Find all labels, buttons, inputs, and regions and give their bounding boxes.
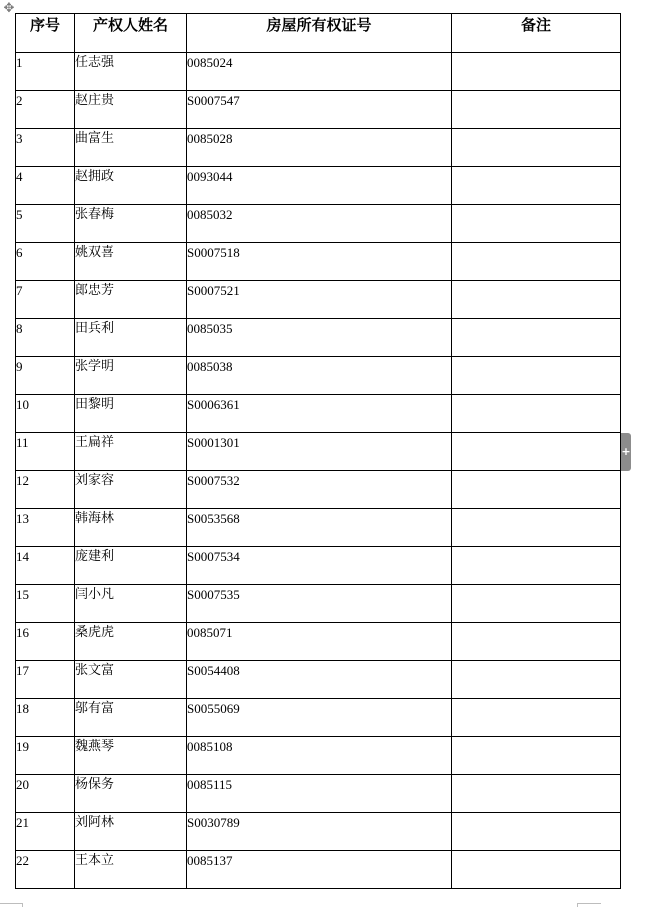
cell-cert[interactable]: 0085035	[187, 319, 452, 357]
cell-name[interactable]: 王扁祥	[75, 433, 187, 471]
cell-no[interactable]: 16	[16, 623, 75, 661]
cell-no[interactable]: 3	[16, 129, 75, 167]
cell-no[interactable]: 22	[16, 851, 75, 889]
cell-no[interactable]: 12	[16, 471, 75, 509]
cell-no[interactable]: 10	[16, 395, 75, 433]
header-name: 产权人姓名	[75, 14, 187, 53]
cell-no[interactable]: 2	[16, 91, 75, 129]
table-row	[16, 395, 621, 433]
cell-cert[interactable]: S0007518	[187, 243, 452, 281]
cell-cert[interactable]: 0085038	[187, 357, 452, 395]
cell-note[interactable]	[452, 813, 621, 851]
cell-note[interactable]	[452, 623, 621, 661]
cell-cert[interactable]: S0007534	[187, 547, 452, 585]
cell-name[interactable]: 任志强	[75, 53, 187, 91]
header-cert: 房屋所有权证号	[187, 14, 452, 53]
cell-cert[interactable]: S0007521	[187, 281, 452, 319]
cell-cert[interactable]: S0006361	[187, 395, 452, 433]
cell-name[interactable]: 魏燕琴	[75, 737, 187, 775]
table-row	[16, 281, 621, 319]
table-row	[16, 357, 621, 395]
cell-name[interactable]: 闫小凡	[75, 585, 187, 623]
cell-name[interactable]: 杨保务	[75, 775, 187, 813]
cell-name[interactable]: 郎忠芳	[75, 281, 187, 319]
cell-name[interactable]: 王本立	[75, 851, 187, 889]
cell-note[interactable]	[452, 281, 621, 319]
cell-cert[interactable]: S0030789	[187, 813, 452, 851]
cell-no[interactable]: 20	[16, 775, 75, 813]
cell-cert[interactable]: S0054408	[187, 661, 452, 699]
cell-no[interactable]: 17	[16, 661, 75, 699]
table-row	[16, 623, 621, 661]
table-row	[16, 661, 621, 699]
cell-cert[interactable]: 0085071	[187, 623, 452, 661]
cell-name[interactable]: 田兵利	[75, 319, 187, 357]
table-row	[16, 205, 621, 243]
cell-name[interactable]: 张学明	[75, 357, 187, 395]
header-note: 备注	[452, 14, 621, 53]
cell-cert[interactable]: S0053568	[187, 509, 452, 547]
cell-no[interactable]: 18	[16, 699, 75, 737]
cell-name[interactable]: 张文富	[75, 661, 187, 699]
cell-name[interactable]: 曲富生	[75, 129, 187, 167]
cell-note[interactable]	[452, 661, 621, 699]
cell-note[interactable]	[452, 129, 621, 167]
table-row	[16, 775, 621, 813]
cell-name[interactable]: 邬有富	[75, 699, 187, 737]
cell-note[interactable]	[452, 395, 621, 433]
cell-no[interactable]: 8	[16, 319, 75, 357]
cell-note[interactable]	[452, 205, 621, 243]
table-row	[16, 53, 621, 91]
table-row	[16, 129, 621, 167]
cell-name[interactable]: 韩海林	[75, 509, 187, 547]
table-row	[16, 699, 621, 737]
cell-name[interactable]: 刘阿林	[75, 813, 187, 851]
cell-no[interactable]: 9	[16, 357, 75, 395]
cell-note[interactable]	[452, 585, 621, 623]
property-table	[15, 13, 621, 889]
cell-cert[interactable]: S0055069	[187, 699, 452, 737]
cell-no[interactable]: 4	[16, 167, 75, 205]
table-row	[16, 737, 621, 775]
cell-no[interactable]: 21	[16, 813, 75, 851]
cell-cert[interactable]: S0007547	[187, 91, 452, 129]
cell-note[interactable]	[452, 509, 621, 547]
header-no: 序号	[16, 14, 75, 53]
table-header-row	[16, 14, 621, 53]
cell-note[interactable]	[452, 775, 621, 813]
cell-no[interactable]: 1	[16, 53, 75, 91]
cell-cert[interactable]: 0085032	[187, 205, 452, 243]
table-row	[16, 91, 621, 129]
cell-no[interactable]: 5	[16, 205, 75, 243]
cell-no[interactable]: 15	[16, 585, 75, 623]
cell-note[interactable]	[452, 53, 621, 91]
table-row	[16, 813, 621, 851]
cell-no[interactable]: 13	[16, 509, 75, 547]
cell-note[interactable]	[452, 243, 621, 281]
cell-cert[interactable]: S0001301	[187, 433, 452, 471]
cell-name[interactable]: 刘家容	[75, 471, 187, 509]
cell-note[interactable]	[452, 357, 621, 395]
cell-note[interactable]	[452, 547, 621, 585]
cell-name[interactable]: 张春梅	[75, 205, 187, 243]
table-row	[16, 319, 621, 357]
cell-note[interactable]	[452, 91, 621, 129]
table-body	[16, 53, 621, 889]
cell-cert[interactable]: 0085024	[187, 53, 452, 91]
cell-cert[interactable]: S0007535	[187, 585, 452, 623]
cell-no[interactable]: 19	[16, 737, 75, 775]
cell-cert[interactable]: 0085028	[187, 129, 452, 167]
table-row	[16, 433, 621, 471]
add-row-plus-icon[interactable]: +	[621, 433, 631, 471]
cell-note[interactable]	[452, 319, 621, 357]
cell-name[interactable]: 庞建利	[75, 547, 187, 585]
cell-name[interactable]: 田黎明	[75, 395, 187, 433]
cell-no[interactable]: 11	[16, 433, 75, 471]
cell-note[interactable]	[452, 433, 621, 471]
cell-note[interactable]	[452, 737, 621, 775]
cell-name[interactable]: 赵拥政	[75, 167, 187, 205]
cell-name[interactable]: 桑虎虎	[75, 623, 187, 661]
cell-cert[interactable]: 0085115	[187, 775, 452, 813]
table-row	[16, 167, 621, 205]
cell-no[interactable]: 14	[16, 547, 75, 585]
cell-note[interactable]	[452, 851, 621, 889]
cell-cert[interactable]: S0007532	[187, 471, 452, 509]
cell-no[interactable]: 7	[16, 281, 75, 319]
cell-name[interactable]: 赵庄贵	[75, 91, 187, 129]
table-row	[16, 509, 621, 547]
cell-no[interactable]: 6	[16, 243, 75, 281]
table-row	[16, 471, 621, 509]
cell-cert[interactable]: 0085137	[187, 851, 452, 889]
table-move-handle-icon[interactable]: ✥	[3, 1, 15, 16]
cell-cert[interactable]: 0093044	[187, 167, 452, 205]
table-row	[16, 243, 621, 281]
table-row	[16, 585, 621, 623]
cell-cert[interactable]: 0085108	[187, 737, 452, 775]
table-row	[16, 851, 621, 889]
cell-note[interactable]	[452, 699, 621, 737]
cell-name[interactable]: 姚双喜	[75, 243, 187, 281]
table-row	[16, 547, 621, 585]
cell-note[interactable]	[452, 471, 621, 509]
cell-note[interactable]	[452, 167, 621, 205]
